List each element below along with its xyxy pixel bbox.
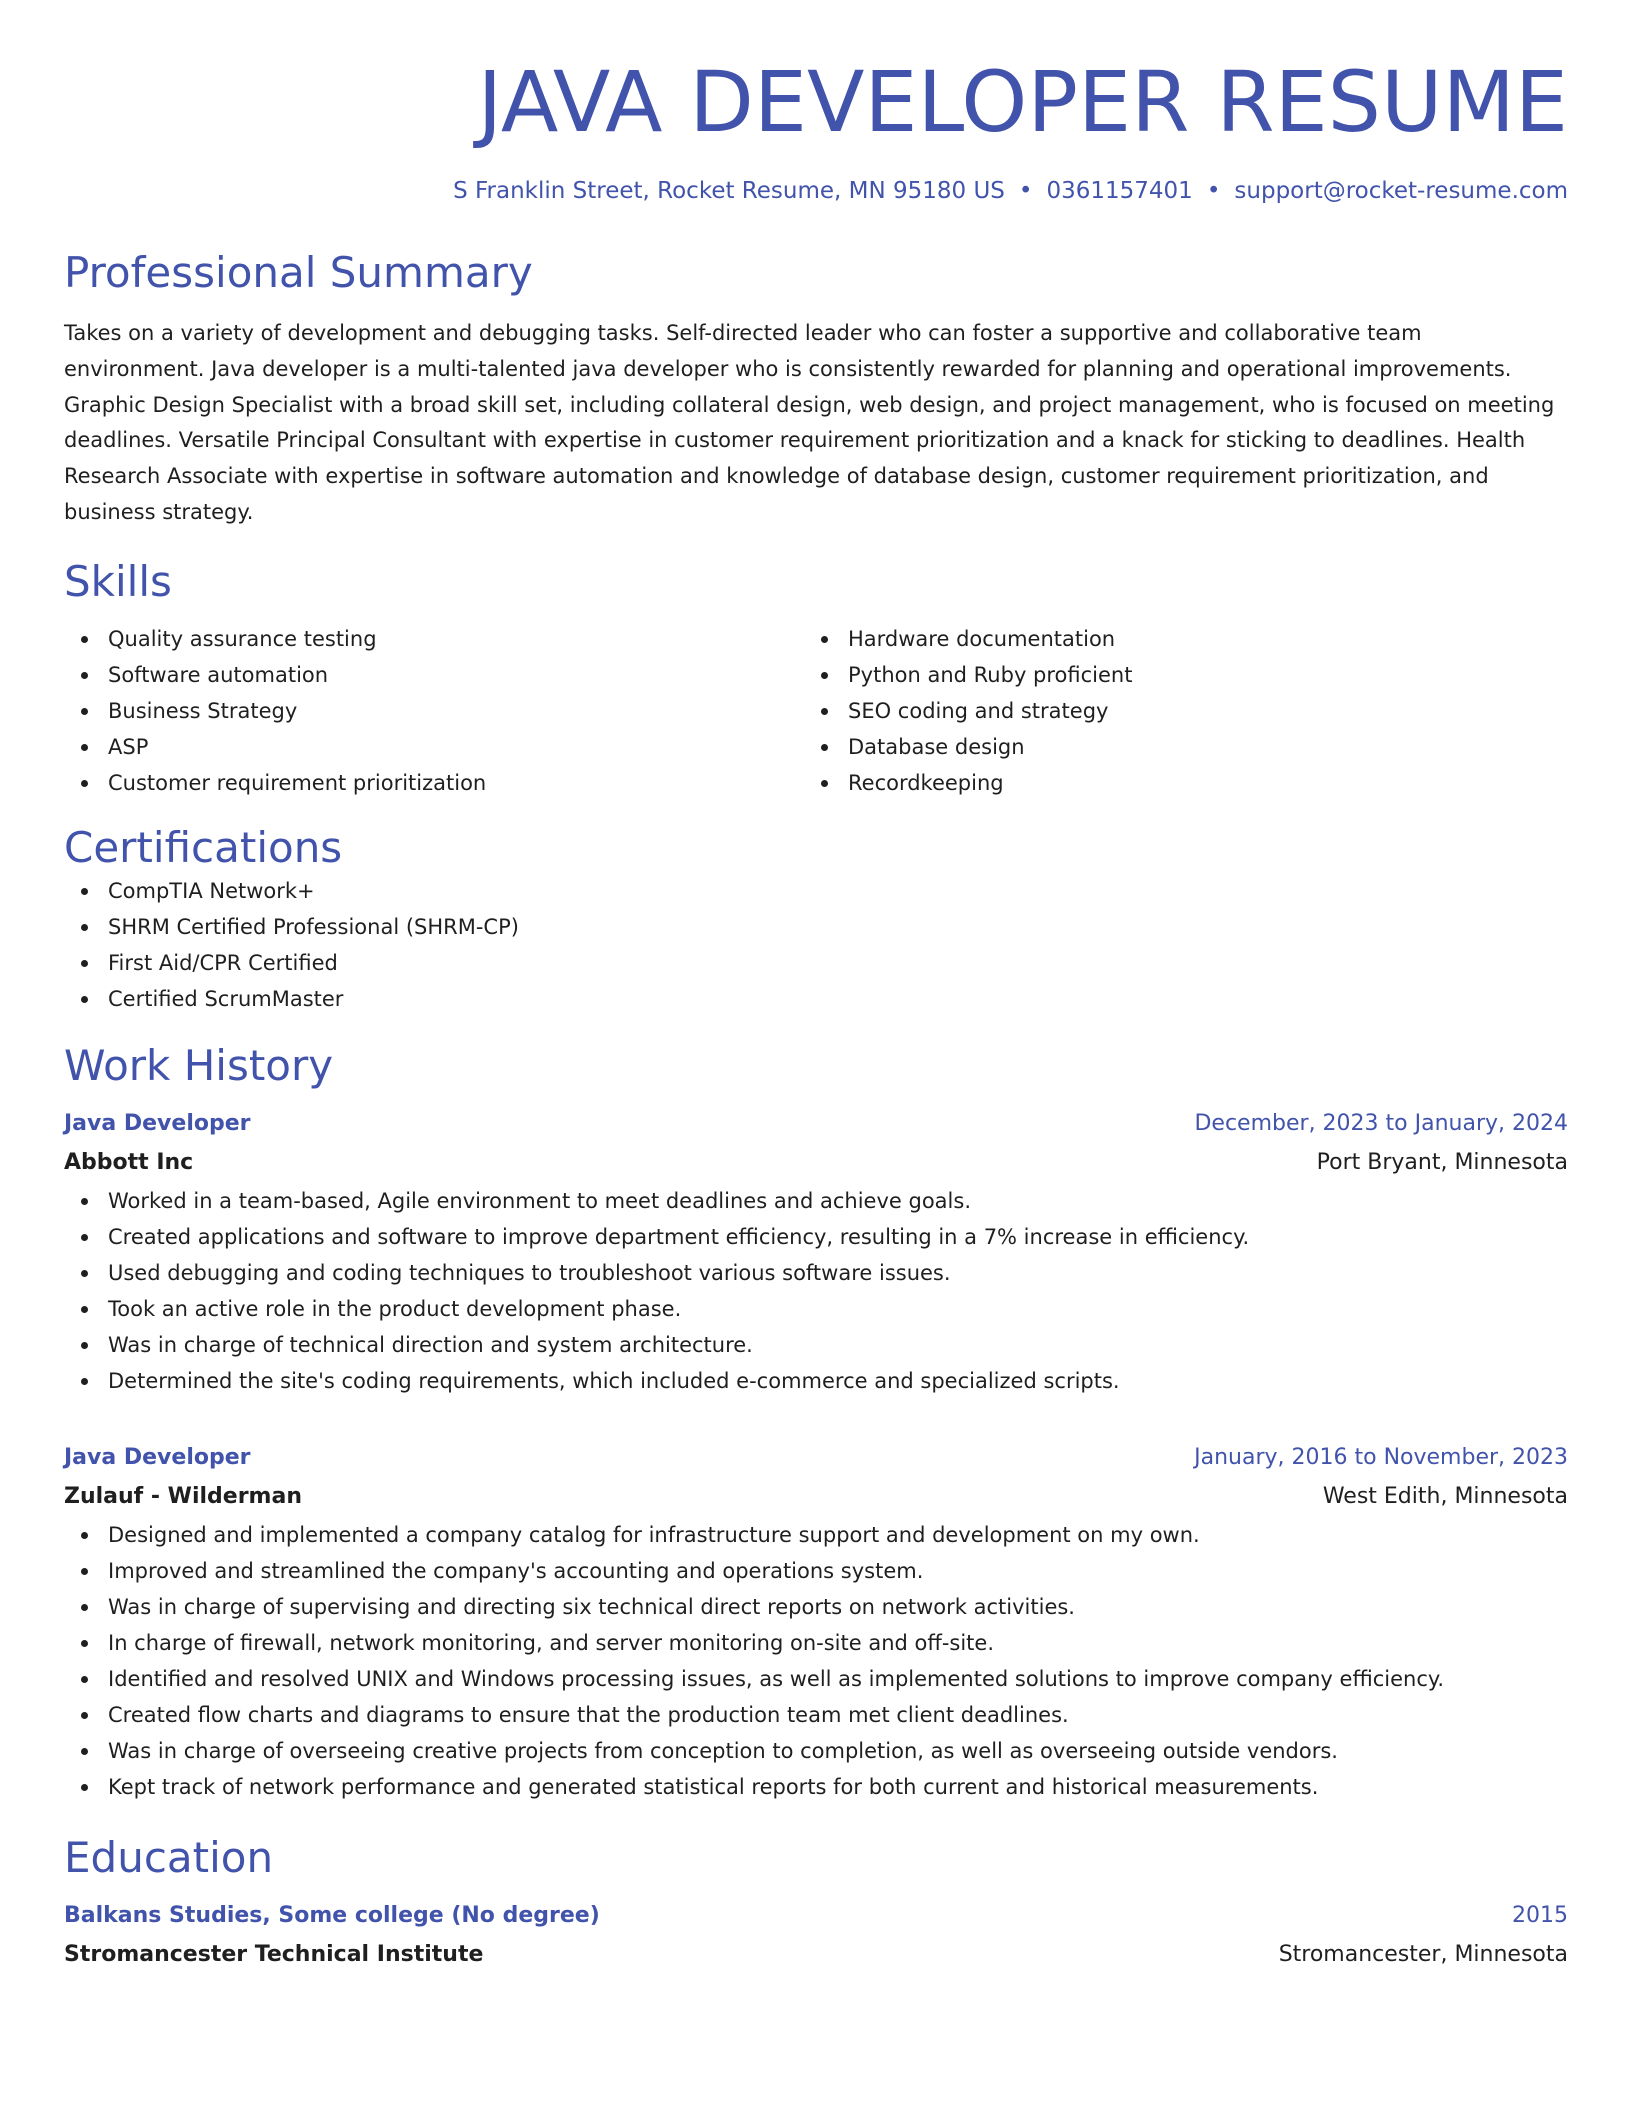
skills-column-left [64,621,804,801]
education-entry [64,1897,1568,1975]
duty-item: Kept track of network performance and generated statistical reports for both current and historical measurements. [108,1769,1568,1805]
certification-item: CompTIA Network+ [108,873,1568,909]
job-dates: January, 2016 to November, 2023 [1194,1444,1568,1470]
duty-item: Used debugging and coding techniques to troubleshoot various software issues. [108,1255,1568,1291]
duty-item: Was in charge of supervising and directing six technical direct reports on network activities. [108,1589,1568,1625]
skill-item: Python and Ruby proficient [848,657,1544,693]
duty-item: Took an active role in the product development phase. [108,1291,1568,1327]
job-header [64,1439,1568,1477]
job-duties [64,1183,1568,1399]
skills-column-right [804,621,1544,801]
skill-item: Database design [848,729,1544,765]
education-subheader [64,1935,1568,1975]
skill-item: Recordkeeping [848,765,1544,801]
skill-item: Software automation [108,657,804,693]
certification-item: Certified ScrumMaster [108,981,1568,1017]
duty-item: Created applications and software to improve department efficiency, resulting in a 7% increase in efficiency. [108,1219,1568,1255]
skill-item: Customer requirement prioritization [108,765,804,801]
company-name: Zulauf - Wilderman [64,1483,302,1509]
company-name: Abbott Inc [64,1149,194,1175]
school-location: Stromancester, Minnesota [1278,1941,1568,1967]
duty-item: Designed and implemented a company catalog for infrastructure support and development on my own. [108,1517,1568,1553]
duty-item: Created flow charts and diagrams to ensure that the production team met client deadlines. [108,1697,1568,1733]
school-name: Stromancester Technical Institute [64,1941,484,1967]
contact-line [64,176,1568,206]
duty-item: Identified and resolved UNIX and Windows processing issues, as well as implemented solutions to improve company efficiency. [108,1661,1568,1697]
contact-separator: • [1018,178,1033,204]
skill-item: ASP [108,729,804,765]
job-subheader [64,1143,1568,1183]
certification-item: SHRM Certified Professional (SHRM-CP) [108,909,1568,945]
certifications-heading: Certifications [64,822,343,872]
skills-heading: Skills [64,556,172,606]
certification-item: First Aid/CPR Certified [108,945,1568,981]
address: S Franklin Street, Rocket Resume, MN 95180 US [453,178,1005,204]
resume-title: JAVA DEVELOPER RESUME [477,53,1568,151]
skill-item: Business Strategy [108,693,804,729]
phone: 0361157401 [1046,178,1193,204]
email-link[interactable]: support@rocket-resume.com [1234,178,1568,204]
duty-item: Determined the site's coding requirements, which included e-commerce and specialized scripts. [108,1363,1568,1399]
skill-item: Hardware documentation [848,621,1544,657]
graduation-year: 2015 [1512,1902,1568,1928]
degree: Balkans Studies, Some college (No degree) [64,1902,600,1928]
job-entry [64,1439,1568,1805]
contact-separator: • [1206,178,1221,204]
skills-grid [64,621,1568,801]
skills-list-left [64,621,804,801]
education-heading: Education [64,1832,274,1882]
duty-item: Was in charge of technical direction and system architecture. [108,1327,1568,1363]
job-title: Java Developer [64,1110,251,1136]
duty-item: Improved and streamlined the company's accounting and operations system. [108,1553,1568,1589]
skill-item: Quality assurance testing [108,621,804,657]
job-subheader [64,1477,1568,1517]
duty-item: Was in charge of overseeing creative projects from conception to completion, as well as overseeing outside vendors. [108,1733,1568,1769]
duty-item: Worked in a team-based, Agile environment to meet deadlines and achieve goals. [108,1183,1568,1219]
job-entry [64,1105,1568,1399]
skills-list-right [804,621,1544,801]
summary-text: Takes on a variety of development and debugging tasks. Self-directed leader who can foster a supportive and collaborative team environment. Java developer is a multi-talented java developer who is consistently rewarded for planning and operational improvements. Graphic Design Specialist with a broad skill set, including collateral design, web design, and project management, who is focused on meeting deadlines. Versatile Principal Consultant with expertise in customer requirement prioritization and a knack for sticking to deadlines. Health Research Associate with expertise in software automation and knowledge of database design, customer requirement prioritization, and business strategy. [64,321,1555,524]
summary-heading: Professional Summary [64,248,533,297]
skill-item: SEO coding and strategy [848,693,1544,729]
job-title: Java Developer [64,1444,251,1470]
job-location: Port Bryant, Minnesota [1316,1149,1568,1175]
job-location: West Edith, Minnesota [1322,1483,1568,1509]
job-dates: December, 2023 to January, 2024 [1194,1110,1568,1136]
job-header [64,1105,1568,1143]
certifications-list [64,873,1568,1017]
work-history-heading: Work History [64,1040,334,1090]
duty-item: In charge of firewall, network monitoring, and server monitoring on-site and off-site. [108,1625,1568,1661]
education-header [64,1897,1568,1935]
job-duties [64,1517,1568,1805]
